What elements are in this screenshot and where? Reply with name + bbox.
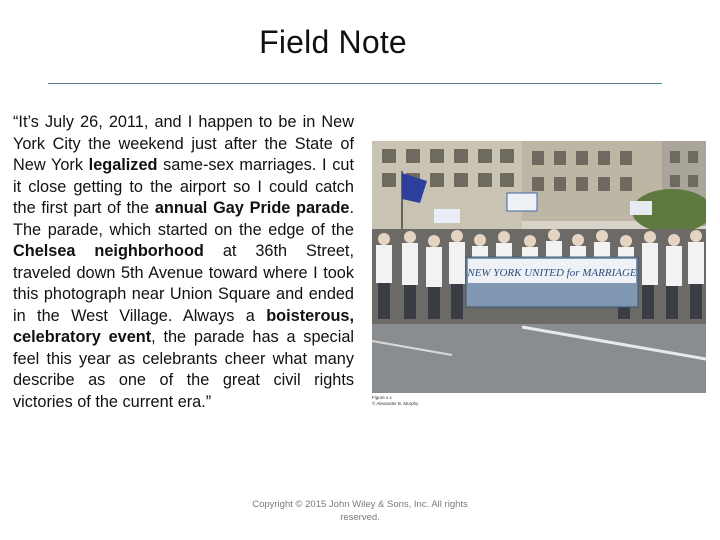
- text-run: . The parade, which started on the edge of the: [13, 199, 354, 239]
- title-divider: [48, 83, 662, 84]
- text-run: at 36th Street, traveled down 5th Avenue toward where I took this photograph near Union Square and ended in the West Village. Always a: [13, 242, 354, 325]
- text-run: same-sex marriages. I cut it close getting to the airport so I could catch the first part of the: [13, 156, 354, 217]
- parade-photo-illustration: [372, 141, 706, 393]
- banner-text: NEW YORK UNITED for MARRIAGE: [467, 267, 637, 279]
- photo-caption-figure: Figure x.x: [372, 395, 392, 400]
- text-run-bold: boisterous, celebratory event: [13, 306, 354, 346]
- photo-caption-credit: © Alexander B. Murphy: [372, 400, 419, 406]
- parade-photo: [372, 141, 706, 393]
- text-run: , the parade has a special feel this year as celebrants cheer what many describe as one of the great civil rights victories of the current era.”: [13, 328, 354, 411]
- photo-caption: [372, 395, 418, 406]
- text-run-bold: legalized: [88, 156, 158, 174]
- text-run-bold: annual Gay Pride parade: [154, 199, 350, 217]
- slide-title: Field Note: [259, 24, 407, 60]
- field-note-text: [13, 112, 354, 413]
- text-run-bold: Chelsea neighborhood: [13, 242, 204, 260]
- copyright-notice: Copyright © 2015 John Wiley & Sons, Inc. All rights reserved.: [252, 499, 468, 523]
- text-run: “It’s July 26, 2011, and I happen to be in New York City the weekend just after the State of New York: [13, 113, 354, 174]
